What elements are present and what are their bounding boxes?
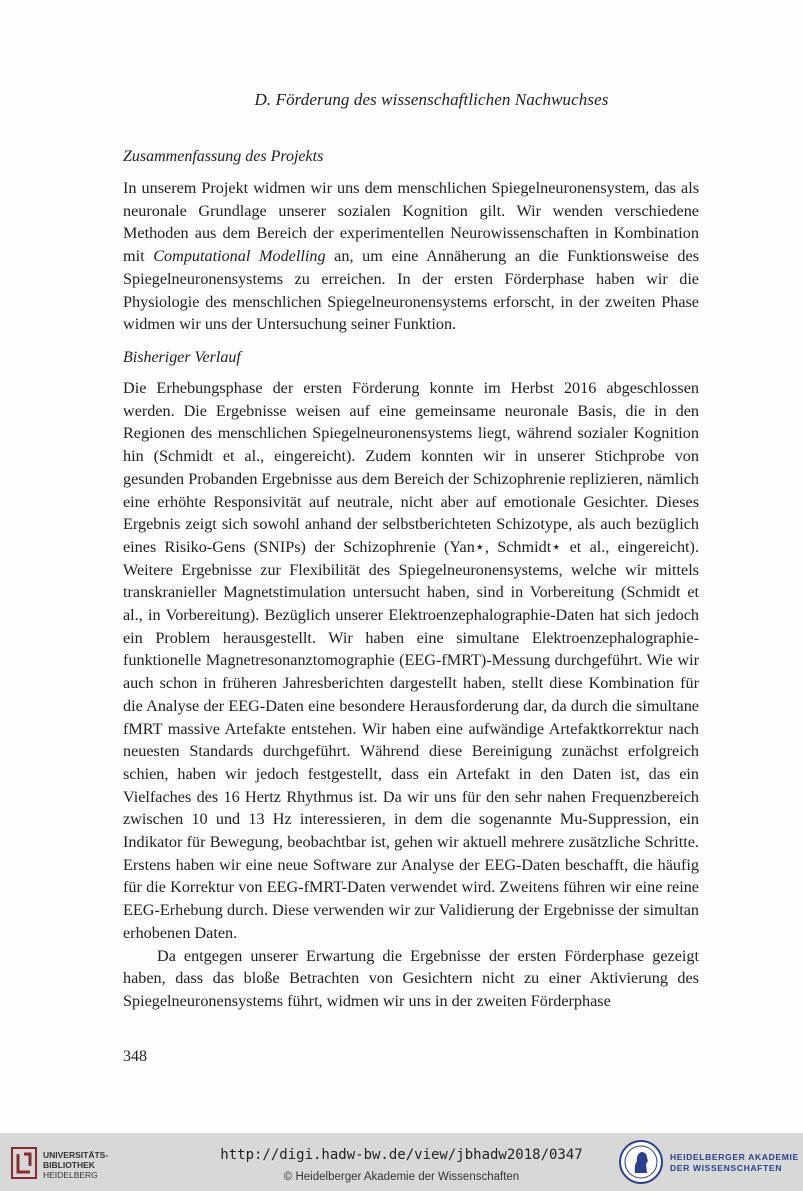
permalink-url[interactable]: http://digi.hadw-bw.de/view/jbhadw2018/0347 — [220, 1147, 583, 1163]
library-name-line-1: UNIVERSITÄTS- — [43, 1150, 109, 1160]
section-heading-progress: Bisheriger Verlauf — [123, 349, 241, 366]
section-progress — [123, 347, 699, 369]
progress-body — [123, 377, 699, 1013]
section-summary — [123, 146, 699, 168]
academy-seal-icon — [618, 1139, 664, 1185]
summary-text-2: an, um eine Annäherung an die Funktionsweise des Spiegelneuronensystems zu erreichen. In der ersten Förderphase haben wir die Physiologie des menschlichen Spiegelneuronensystems erforscht, in der zweiten Phase widmen wir uns der Untersuchung seiner Funktion. — [123, 247, 699, 334]
summary-body — [123, 177, 699, 336]
academy-name-line-1: HEIDELBERGER AKADEMIE — [670, 1152, 799, 1162]
copyright-notice: © Heidelberger Akademie der Wissenschaften — [283, 1171, 520, 1183]
progress-paragraph-2: Da entgegen unserer Erwartung die Ergebnisse der ersten Förderphase gezeigt haben, dass das bloße Betrachten von Gesichtern nicht zu einer Aktivierung des Spiegelneuronensystems führt, widmen wir uns in der zweiten Förderphase — [123, 946, 699, 1010]
academy-name — [670, 1152, 799, 1174]
academy-name-line-2: DER WISSENSCHAFTEN — [670, 1163, 783, 1173]
page-number: 348 — [123, 1048, 147, 1065]
summary-text-1: In unserem Projekt widmen wir uns dem menschlichen Spiegelneuronensystem, das als neuronale Grundlage unserer sozialen Kognition gilt. Wir wenden verschiedene Methoden aus dem Bereich der experimentellen Neurowissenschaften in Kombination mit — [123, 179, 699, 266]
summary-paragraph — [123, 177, 699, 336]
running-head: D. Förderung des wissenschaftlichen Nachwuchses — [254, 90, 609, 109]
library-name-line-2: BIBLIOTHEK — [43, 1160, 95, 1170]
summary-italic-term: Computational Modelling — [153, 247, 326, 266]
library-name-line-3: HEIDELBERG — [43, 1170, 98, 1180]
section-heading-summary: Zusammenfassung des Projekts — [123, 148, 324, 165]
academy-logo[interactable] — [618, 1139, 803, 1185]
viewer-footer — [0, 1133, 803, 1191]
progress-paragraph-1: Die Erhebungsphase der ersten Förderung konnte im Herbst 2016 abgeschlossen werden. Die Ergebnisse weisen auf eine gemeinsame neuronale Basis, die in den Regionen des menschlichen Spiegelneuronensystems liegt, während sozialer Kognition hin (Schmidt et al., eingereicht). Zudem konnten wir in unserer Stichprobe von gesunden Probanden Ergebnisse aus dem Bereich der Schizophrenie replizieren, nämlich eine erhöhte Responsivität auf neutrale, nicht aber auf emotionale Gesichter. Dieses Ergebnis zeigt sich sowohl anhand der selbstberichteten Schizotype, als auch bezüglich eines Risiko-Gens (SNIPs) der Schizophrenie (Yan⋆, Schmidt⋆ et al., eingereicht). Weitere Ergebnisse zur Flexibilität des Spiegelneuronensystems, welche wir mittels transkranieller Magnetstimulation untersucht haben, sind in Vorbereitung (Schmidt et al., in Vorbereitung). Bezüglich unserer Elektroenzephalographie-Daten hat sich jedoch ein Problem herausgestellt. Wir haben eine simultane Elektroenzephalographie-funktionelle Magnetresonanztomographie (EEG-fMRT)-Messung durchgeführt. Wie wir auch schon in früheren Jahresberichten dargestellt haben, stellt diese Kombination für die Analyse der EEG-Daten eine besondere Herausforderung dar, da durch die simultane fMRT massive Artefakte entstehen. Wir haben eine aufwändige Artefaktkorrektur nach neuesten Standards durchgeführt. Während diese Bereinigung zunächst erfolgreich schien, haben wir jedoch festgestellt, dass ein Artefakt in den Daten ist, das ein Vielfaches des 16 Hertz Rhythmus ist. Da wir uns für den sehr nahen Frequenzbereich zwischen 10 und 13 Hz interessieren, in dem die sogenannte Mu-Suppression, ein Indikator für Bewegung, beobachtbar ist, gehen wir aktuell mehrere zusätzliche Schritte. Erstens haben wir eine neue Software zur Analyse der EEG-Daten beschafft, die häufig für die Korrektur von EEG-fMRT-Daten verwendet wird. Zweitens führen wir eine reine EEG-Erhebung durch. Diese verwenden wir zur Validierung der Ergebnisse der simultan erhobenen Daten. — [123, 379, 699, 942]
